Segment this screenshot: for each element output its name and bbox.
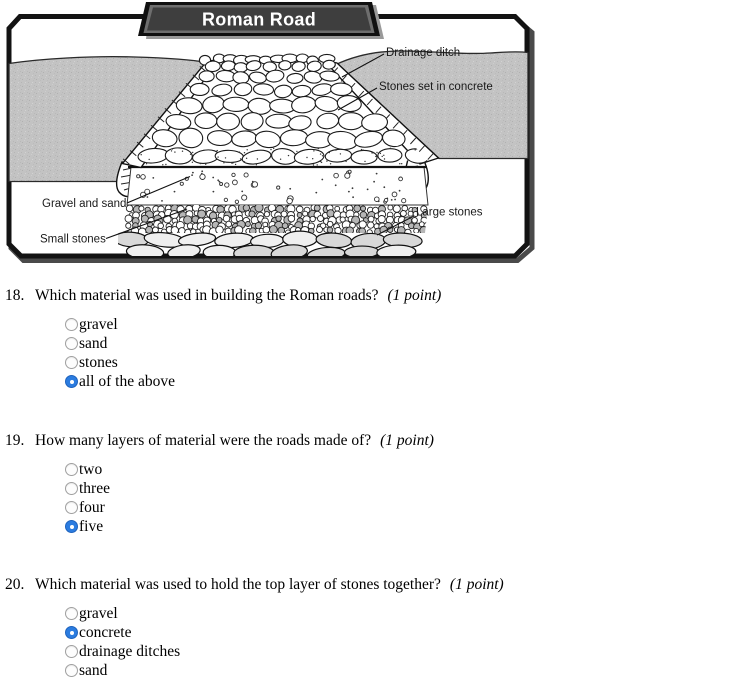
radio-button[interactable] xyxy=(65,482,78,495)
title-banner xyxy=(138,2,384,39)
question-number: 19. xyxy=(5,432,25,449)
question-text xyxy=(0,431,730,451)
option-row[interactable] xyxy=(65,334,730,353)
options-group xyxy=(65,460,730,536)
option-row[interactable] xyxy=(65,623,730,642)
label-stones-concrete: Stones set in concrete xyxy=(379,81,493,93)
label-gravel-sand: Gravel and sand xyxy=(42,198,127,210)
question-19 xyxy=(0,431,730,536)
question-points: (1 point) xyxy=(449,576,504,593)
option-row[interactable] xyxy=(65,353,730,372)
option-label: four xyxy=(79,498,105,516)
options-group xyxy=(65,315,730,391)
option-row[interactable] xyxy=(65,604,730,623)
option-row[interactable] xyxy=(65,479,730,498)
question-body: How many layers of material were the roads made of? xyxy=(35,432,372,449)
question-points: (1 point) xyxy=(380,432,434,449)
radio-button[interactable] xyxy=(65,664,78,677)
radio-button[interactable] xyxy=(65,520,78,533)
figure-title: Roman Road xyxy=(201,9,317,30)
option-row[interactable] xyxy=(65,498,730,517)
option-label: three xyxy=(79,479,110,497)
option-label: gravel xyxy=(79,315,118,333)
option-row[interactable] xyxy=(65,460,730,479)
option-label: sand xyxy=(79,334,108,352)
roman-road-figure xyxy=(0,0,540,266)
roman-road-diagram xyxy=(0,0,540,266)
radio-button[interactable] xyxy=(65,607,78,620)
question-text xyxy=(0,286,730,306)
option-label: two xyxy=(79,460,103,478)
small-stones-layer xyxy=(125,204,428,236)
option-row[interactable] xyxy=(65,642,730,661)
radio-button[interactable] xyxy=(65,463,78,476)
label-drainage-ditch: Drainage ditch xyxy=(386,47,461,59)
question-points: (1 point) xyxy=(387,287,442,304)
option-row[interactable] xyxy=(65,372,730,391)
radio-button[interactable] xyxy=(65,375,78,388)
option-label: stones xyxy=(79,353,118,371)
question-20 xyxy=(0,575,730,680)
option-label: all of the above xyxy=(79,372,175,390)
question-18 xyxy=(0,286,730,391)
radio-button[interactable] xyxy=(65,645,78,658)
option-row[interactable] xyxy=(65,661,730,680)
option-row[interactable] xyxy=(65,517,730,536)
question-number: 20. xyxy=(5,576,25,593)
radio-button[interactable] xyxy=(65,356,78,369)
option-row[interactable] xyxy=(65,315,730,334)
option-label: concrete xyxy=(79,623,132,641)
option-label: sand xyxy=(79,661,108,679)
option-label: gravel xyxy=(79,604,118,622)
question-body: Which material was used in building the Roman roads? xyxy=(35,287,379,304)
radio-button[interactable] xyxy=(65,626,78,639)
radio-button[interactable] xyxy=(65,318,78,331)
options-group xyxy=(65,604,730,680)
question-text xyxy=(0,575,730,595)
radio-button[interactable] xyxy=(65,501,78,514)
radio-button[interactable] xyxy=(65,337,78,350)
question-body: Which material was used to hold the top layer of stones together? xyxy=(35,576,441,593)
label-large-stones: Large stones xyxy=(416,206,483,219)
option-label: five xyxy=(79,517,104,535)
option-label: drainage ditches xyxy=(79,642,181,660)
label-small-stones: Small stones xyxy=(40,233,106,246)
question-number: 18. xyxy=(5,287,25,304)
